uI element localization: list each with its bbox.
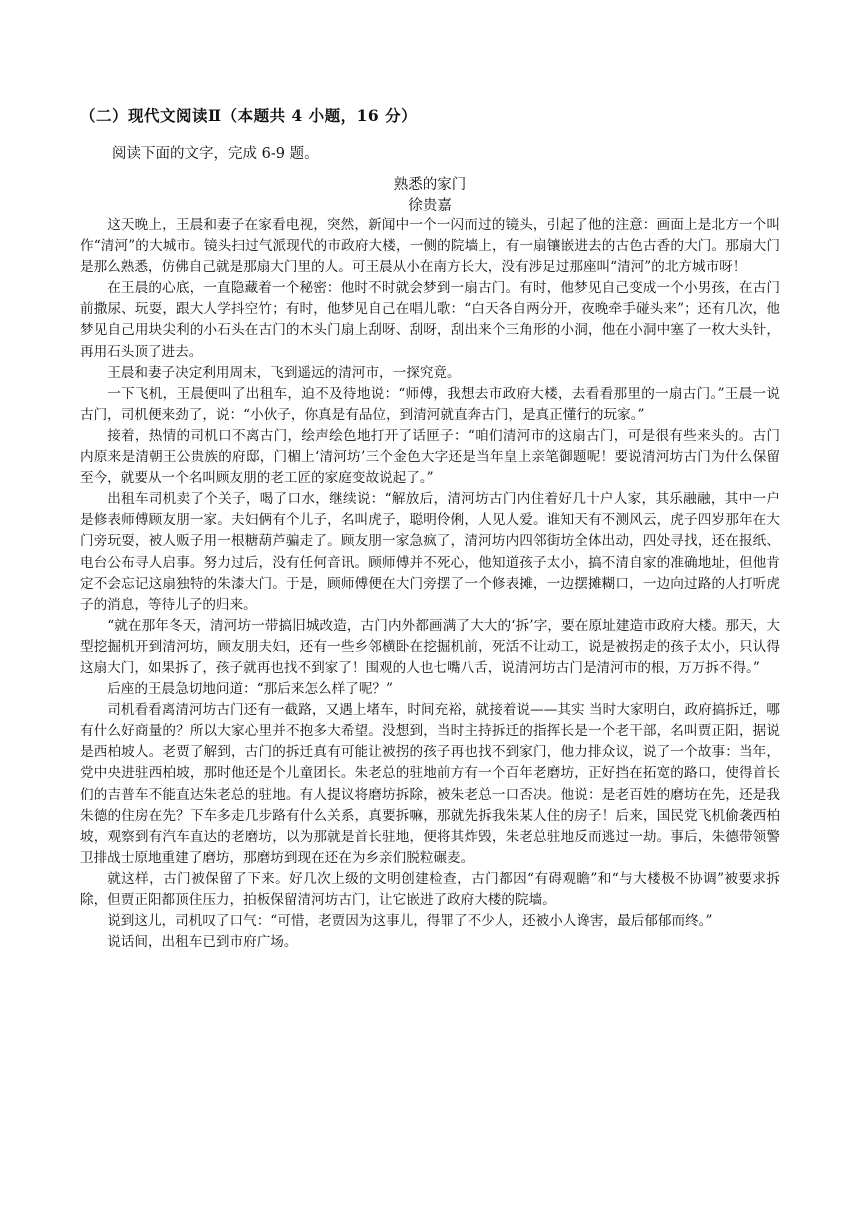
paragraph-11: 说到这儿，司机叹了口气：“可惜，老贾因为这事儿，得罪了不少人，还被小人谗害，最后郁郁而终。” <box>107 913 713 930</box>
paragraph-5: 接着，热情的司机口不离古门，绘声绘色地打开了话匣子：“咱们清河市的这扇古门，可是很有些来头的。古门内原来是清朝王公贵族的府邸，门楣上‘清河坊’三个金色大字还是当年皇上亲笔御题呢！要说清河坊古门为什么保留至今，就要从一个名叫顾友朋的老工匠的家庭变故说起了。” <box>80 427 780 487</box>
paragraph-2: 在王晨的心底，一直隐藏着一个秘密：他时不时就会梦到一扇古门。有时，他梦见自己变成一个小男孩，在古门前撒尿、玩耍，跟大人学抖空竹；有时，他梦见自己在唱儿歌：“白天各自两分开，夜晚牵手碰头来”；还有几次，他梦见自己用块尖利的小石头在古门的木头门扇上刮呀、刮呀，刮出来个三角形的小洞，他在小洞中塞了一枚大头针，再用石头顶了进去。 <box>80 280 780 360</box>
paragraph-9: 司机看看离清河坊古门还有一截路，又遇上堵车，时间充裕，就接着说——其实 当时大家明白，政府搞拆迁，哪有什么好商量的？所以大家心里并不抱多大希望。没想到，当时主持拆迁的指挥长是一个老干部，名叫贾正阳，据说是西柏坡人。老贾了解到，古门的拆迁真有可能让被拐的孩子再也找不到家门，他力排众议，说了一个故事：当年，党中央进驻西柏坡，那时他还是个儿童团长。朱老总的驻地前方有一个百年老磨坊，正好挡在拓宽的路口，使得首长们的吉普车不能直达朱老总的驻地。有人提议将磨坊拆除，被朱老总一口否决。他说：是老百姓的磨坊在先，还是我朱德的住房在先？下车多走几步路有什么关系，真要拆嘛，那就先拆我朱某人住的房子！后来，国民党飞机偷袭西柏坡，观察到有汽车直达的老磨坊，以为那就是首长驻地，便将其炸毁，朱老总驻地反而逃过一劫。事后，朱德带领警卫排战士原地重建了磨坊，那磨坊到现在还在为乡亲们脱粒碾麦。 <box>80 702 780 866</box>
paragraph-12: 说话间，出租车已到市府广场。 <box>107 934 298 951</box>
reading-instruction: 阅读下面的文字，完成 6-9 题。 <box>112 146 319 162</box>
paragraph-8: 后座的王晨急切地问道：“那后来怎么样了呢？” <box>107 681 393 698</box>
article-author: 徐贵嘉 <box>408 198 452 214</box>
section-heading: （二）现代文阅读Ⅱ（本题共 4 小题，16 分） <box>80 106 418 125</box>
paragraph-7: “就在那年冬天，清河坊一带搞旧城改造，古门内外都画满了大大的‘拆’字，要在原址建造市政府大楼。那天，大型挖掘机开到清河坊，顾友朋夫妇，还有一些乡邻横卧在挖掘机前，死活不让动工，说是被拐走的孩子太小，只认得这扇大门，如果拆了，孩子就再也找不到家了！围观的人也七嘴八舌，说清河坊古门是清河市的根，万万拆不得。” <box>80 617 780 676</box>
paragraph-10: 就这样，古门被保留了下来。好几次上级的文明创建检查，古门都因“有碍观瞻”和“与大楼极不协调”被要求拆除，但贾正阳都顶住压力，拍板保留清河坊古门，让它嵌进了政府大楼的院墙。 <box>80 870 780 908</box>
paragraph-4: 一下飞机，王晨便叫了出租车，迫不及待地说：“师傅，我想去市政府大楼，去看看那里的一扇古门。”王晨一说古门，司机便来劲了，说：“小伙子，你真是有品位，到清河就直奔古门，是真正懂行的玩家。” <box>80 385 780 423</box>
paragraph-3: 王晨和妻子决定利用周末，飞到遥远的清河市，一探究竟。 <box>107 364 461 381</box>
paragraph-6: 出租车司机卖了个关子，喝了口水，继续说：“解放后，清河坊古门内住着好几十户人家，其乐融融，其中一户是修表师傅顾友朋一家。夫妇俩有个儿子，名叫虎子，聪明伶俐，人见人爱。谁知天有不测风云，虎子四岁那年在大门旁玩耍，被人贩子用一根糖葫芦骗走了。顾友朋一家急疯了，清河坊内四邻街坊全体出动，四处寻找，还在报纸、电台公布寻人启事。努力过后，没有任何音讯。顾师傅并不死心，他知道孩子太小，搞不清自家的准确地址，但他肯定不会忘记这扇独特的朱漆大门。于是，顾师傅便在大门旁摆了一个修表摊，一边摆摊糊口，一边向过路的人打听虎子的消息，等待儿子的归来。 <box>80 491 780 613</box>
article-body <box>80 215 780 953</box>
article-title: 熟悉的家门 <box>393 177 467 193</box>
article-header <box>80 175 780 217</box>
paragraph-1: 这天晚上，王晨和妻子在家看电视，突然，新闻中一个一闪而过的镜头，引起了他的注意：画面上是北方一个叫作“清河”的大城市。镜头扫过气派现代的市政府大楼，一侧的院墙上，有一扇镶嵌进去的古色古香的大门。那扇大门是那么熟悉，仿佛自己就是那扇大门里的人。可王晨从小在南方长大，没有涉足过那座叫“清河”的北方城市呀！ <box>80 217 780 276</box>
